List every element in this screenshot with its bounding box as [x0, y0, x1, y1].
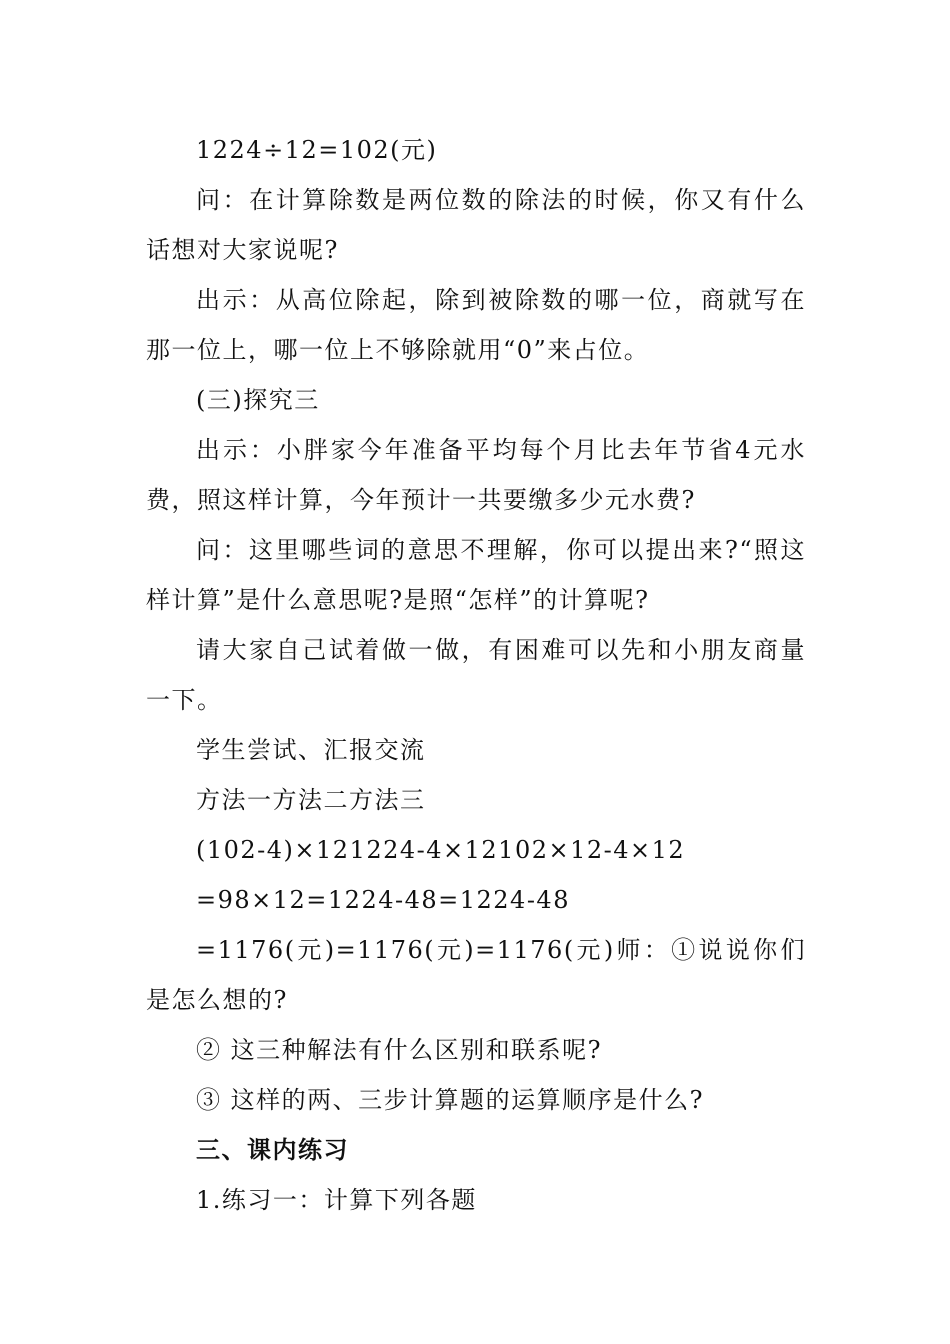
paragraph-equation-1: 1224÷12=102(元): [196, 136, 438, 164]
paragraph-question-2: ② 这三种解法有什么区别和联系呢?: [196, 1036, 602, 1064]
paragraph-try: 请大家自己试着做一做，有困难可以先和小朋友商量一下。: [146, 636, 806, 714]
paragraph-show-rule: 出示：从高位除起，除到被除数的哪一位，商就写在那一位上，哪一位上不够除就用“0”来占位。: [146, 286, 806, 364]
paragraph-calc-line-2: =98×12=1224-48=1224-48: [196, 886, 570, 914]
paragraph-question-words: 问：这里哪些词的意思不理解，你可以提出来?“照这样计算”是什么意思呢?是照“怎样”的计算呢?: [146, 536, 806, 614]
document-page: [146, 125, 806, 1225]
paragraph-exercise-1: 1.练习一：计算下列各题: [196, 1186, 477, 1214]
paragraph-show-problem: 出示：小胖家今年准备平均每个月比去年节省4元水费，照这样计算，今年预计一共要缴多少元水费?: [146, 436, 806, 514]
paragraph-calc-line-1: (102-4)×121224-4×12102×12-4×12: [196, 836, 686, 864]
paragraph-question-3: ③ 这样的两、三步计算题的运算顺序是什么?: [196, 1086, 704, 1114]
paragraph-question: 问：在计算除数是两位数的除法的时候，你又有什么话想对大家说呢?: [146, 186, 806, 264]
paragraph-calc-line-3: =1176(元)=1176(元)=1176(元)师：①说说你们是怎么想的?: [146, 936, 806, 1014]
section-heading-explore-3: (三)探究三: [196, 386, 320, 414]
paragraph-methods: 方法一方法二方法三: [196, 786, 426, 814]
section-heading-practice: 三、课内练习: [196, 1136, 349, 1164]
paragraph-student-report: 学生尝试、汇报交流: [196, 736, 426, 764]
